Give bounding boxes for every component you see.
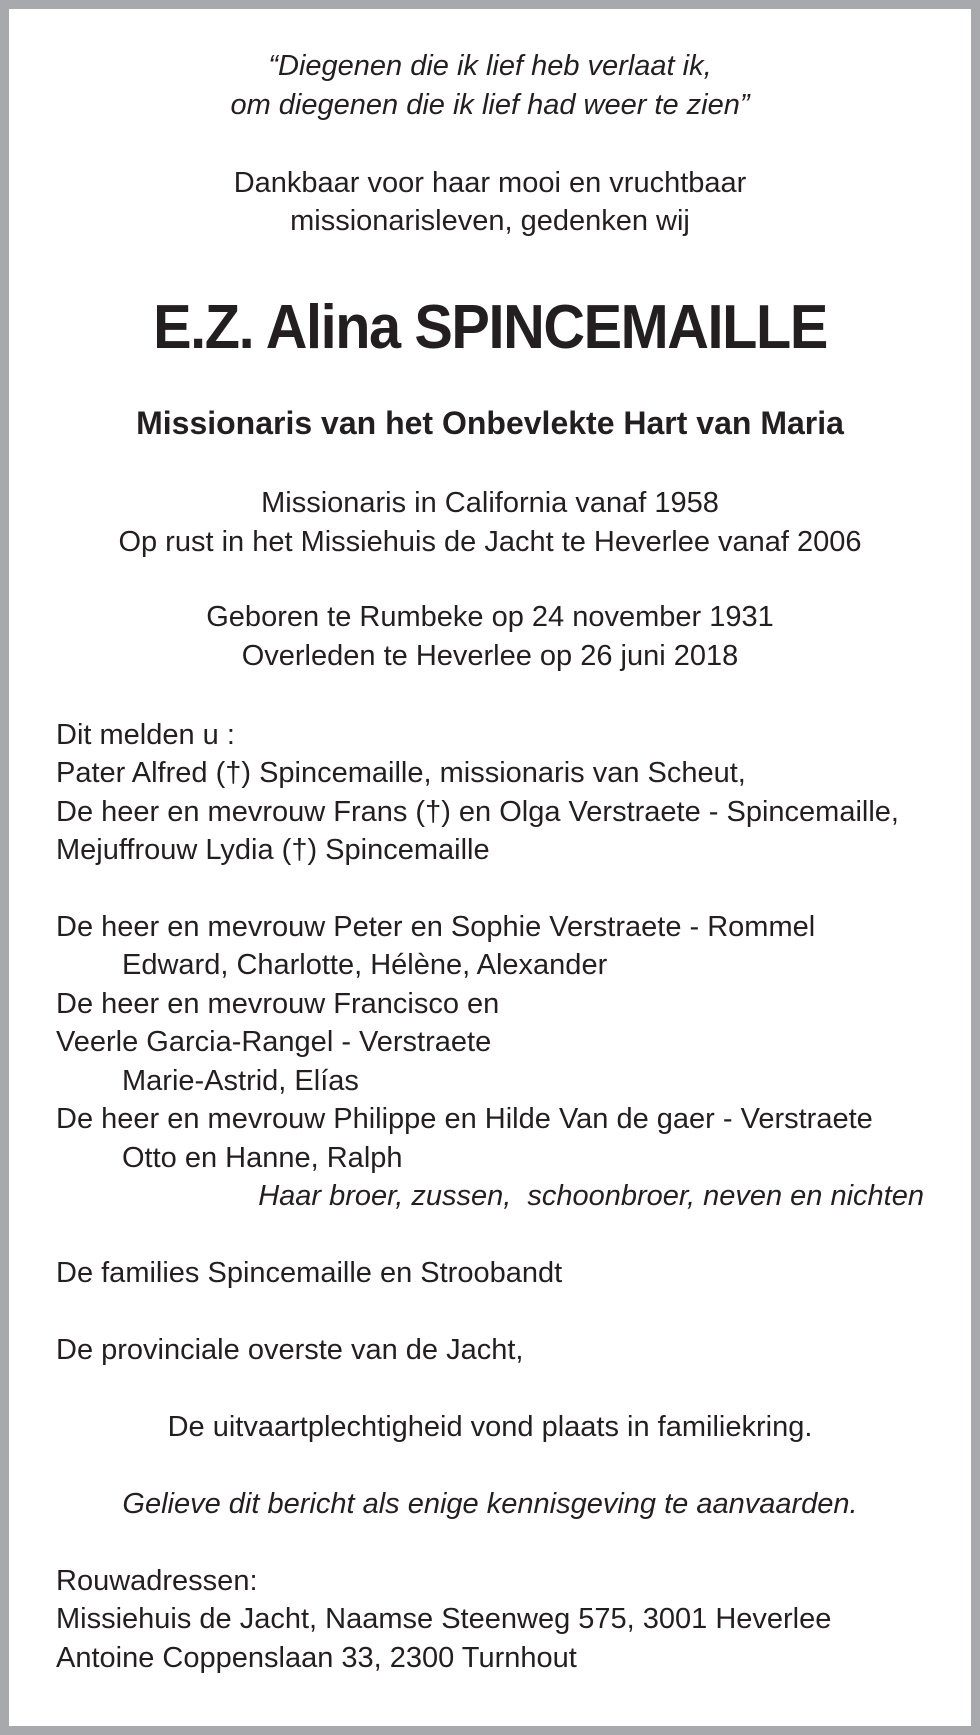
intro-line-2: missionarisleven, gedenken wij: [290, 205, 690, 237]
quote-line-1: “Diegenen die ik lief heb verlaat ik,: [268, 50, 712, 82]
birth-date: Geboren te Rumbeke op 24 november 1931: [206, 601, 774, 633]
mission-line-2: Op rust in het Missiehuis de Jacht te Heverlee vanaf 2006: [118, 526, 862, 558]
announcer-line: Pater Alfred (†) Spincemaille, missionaris van Scheut,: [56, 757, 746, 789]
family-relation: Haar broer, zussen, schoonbroer, neven en nichten: [258, 1180, 924, 1212]
announcer-line: De heer en mevrouw Frans (†) en Olga Verstraete - Spincemaille,: [56, 796, 899, 828]
announcer-intro: Dit melden u :: [56, 719, 235, 751]
family-children: Edward, Charlotte, Hélène, Alexander: [122, 949, 608, 981]
extended-families: De families Spincemaille en Stroobandt: [56, 1257, 563, 1289]
address-line: Missiehuis de Jacht, Naamse Steenweg 575, 3001 Heverlee: [56, 1603, 832, 1635]
congregation-title: Missionaris van het Onbevlekte Hart van Maria: [136, 405, 844, 441]
family-couple: De heer en mevrouw Philippe en Hilde Van de gaer - Verstraete: [56, 1103, 873, 1135]
addresses-label: Rouwadressen:: [56, 1565, 258, 1597]
notice-note: Gelieve dit bericht als enige kennisgeving te aanvaarden.: [122, 1488, 858, 1520]
quote-line-2: om diegenen die ik lief had weer te zien”: [230, 89, 750, 121]
death-date: Overleden te Heverlee op 26 juni 2018: [241, 640, 739, 672]
funeral-note: De uitvaartplechtigheid vond plaats in familiekring.: [167, 1411, 813, 1443]
family-children: Marie-Astrid, Elías: [122, 1065, 359, 1097]
deceased-name: E.Z. Alina SPINCEMAILLE: [153, 293, 827, 362]
family-couple: De heer en mevrouw Francisco en: [56, 988, 500, 1020]
mission-line-1: Missionaris in California vanaf 1958: [261, 487, 719, 519]
family-couple: Veerle Garcia-Rangel - Verstraete: [56, 1026, 492, 1058]
family-children: Otto en Hanne, Ralph: [122, 1142, 403, 1174]
family-couple: De heer en mevrouw Peter en Sophie Verstraete - Rommel: [56, 911, 816, 943]
intro-line-1: Dankbaar voor haar mooi en vruchtbaar: [233, 167, 747, 199]
provincial-superior: De provinciale overste van de Jacht,: [56, 1334, 524, 1366]
announcer-line: Mejuffrouw Lydia (†) Spincemaille: [56, 834, 490, 866]
address-line: Antoine Coppenslaan 33, 2300 Turnhout: [56, 1642, 577, 1674]
